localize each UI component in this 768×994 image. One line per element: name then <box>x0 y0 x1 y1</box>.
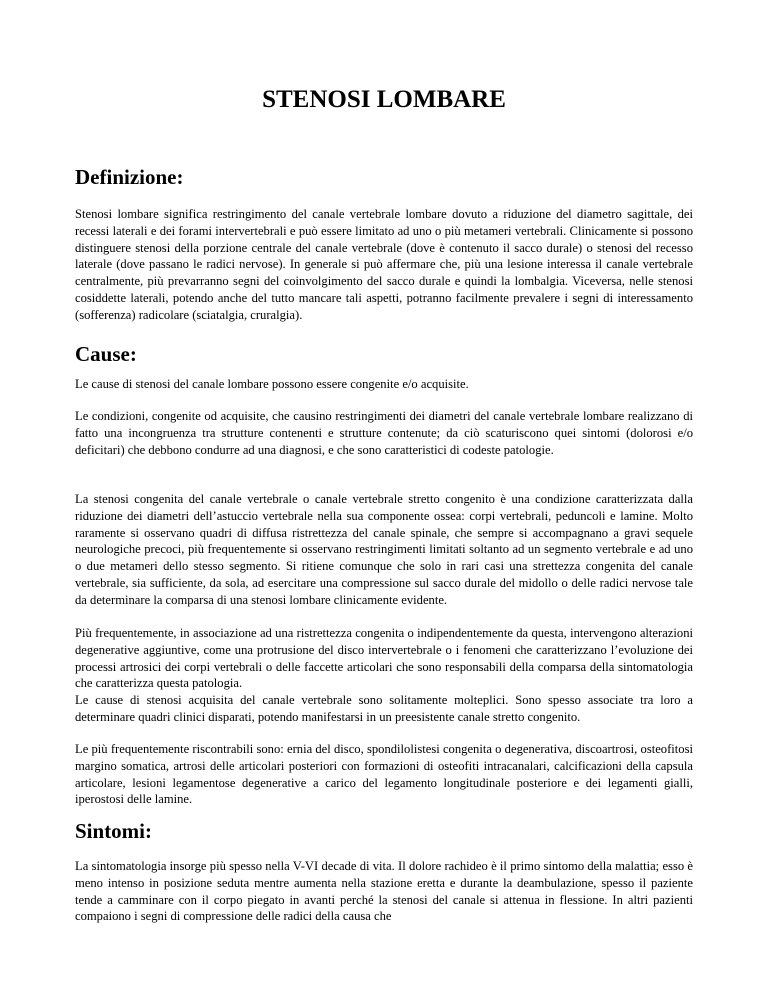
paragraph: Le più frequentemente riscontrabili sono: ernia del disco, spondilolistesi congenita o degenerativa, discoartrosi, osteofitosi margino somatica, artrosi delle articolari posteriori con formazioni di osteofiti intracanalari, calcificazioni della capsula articolare, lesioni legamentose degenerative a carico del legamento longitudinale posteriore e dei legamenti gialli, iperostosi delle lamine. <box>75 742 693 807</box>
paragraph: La stenosi congenita del canale vertebrale o canale vertebrale stretto congenito è una condizione caratterizzata dalla riduzione dei diametri dell’astuccio vertebrale nella sua componente ossea: corpi vertebrali, peduncoli e lamine. Molto raramente si osservano quadri di diffusa ristrettezza del canale spinale, che sempre si accompagnano a gravi sequele neurologiche precoci, più frequentemente si osservano restringimenti limitati soltanto ad un segmento vertebrale e ad uno o due metameri dello stesso segmento. Si ritiene comunque che solo in rari casi una strettezza congenita del canale vertebrale, sia sufficiente, da sola, ad esercitare una compressione sul sacco durale del midollo o delle radici nervose tale da determinare la comparsa di una stenosi lombare clinicamente evidente. <box>75 492 693 607</box>
paragraph: Le cause di stenosi acquisita del canale vertebrale sono solitamente molteplici. Sono spesso associate tra loro a determinare quadri clinici disparati, potendo manifestarsi in un preesistente canale stretto congenito. <box>75 693 693 724</box>
paragraph: Stenosi lombare significa restringimento del canale vertebrale lombare dovuto a riduzione del diametro sagittale, dei recessi laterali e dei forami intervertebrali e può essere limitato ad uno o più metameri vertebrali. Clinicamente si possono distinguere stenosi della porzione centrale del canale vertebrale (dove è contenuto il sacco durale) o stenosi del recesso laterale (dove passano le radici nervose). In generale si può affermare che, più una lesione interessa il canale vertebrale centralmente, più prevarranno segni del coinvolgimento del sacco durale e quindi la lombalgia. Viceversa, nelle stenosi cosiddette laterali, potendo anche del tutto mancare tali aspetti, potranno facilmente prevalere i segni di interessamento (sofferenza) radicolare (sciatalgia, cruralgia). <box>75 207 693 322</box>
section-heading-definizione: Definizione: <box>75 165 184 189</box>
paragraph: Le cause di stenosi del canale lombare possono essere congenite e/o acquisite. <box>75 377 469 391</box>
section-heading-sintomi: Sintomi: <box>75 819 153 843</box>
page-title: STENOSI LOMBARE <box>262 86 506 113</box>
paragraph: La sintomatologia insorge più spesso nella V-VI decade di vita. Il dolore rachideo è il primo sintomo della malattia; esso è meno intenso in posizione seduta mentre aumenta nella stazione eretta e durante la deambulazione, spesso il paziente tende a camminare con il corpo piegato in avanti perché la stenosi del canale si attenua in flessione. In altri pazienti compaiono i segni di compressione delle radici della causa che <box>75 859 693 924</box>
paragraph: Più frequentemente, in associazione ad una ristrettezza congenita o indipendentemente da questa, intervengono alterazioni degenerative aggiuntive, come una protrusione del disco intervertebrale o i fenomeni che caratterizzano l’evoluzione dei processi artrosici dei corpi vertebrali o delle faccette articolari che sono responsabili della comparsa della sintomatologia che caratterizza questa patologia. <box>75 626 693 691</box>
paragraph: Le condizioni, congenite od acquisite, che causino restringimenti dei diametri del canale vertebrale lombare realizzano di fatto una incongruenza tra strutture contenenti e strutture contenute; da ciò scaturiscono quei sintomi (dolorosi e/o deficitari) che debbono condurre ad una diagnosi, e che sono caratteristici di codeste patologie. <box>75 409 693 457</box>
section-heading-cause: Cause: <box>75 342 137 366</box>
